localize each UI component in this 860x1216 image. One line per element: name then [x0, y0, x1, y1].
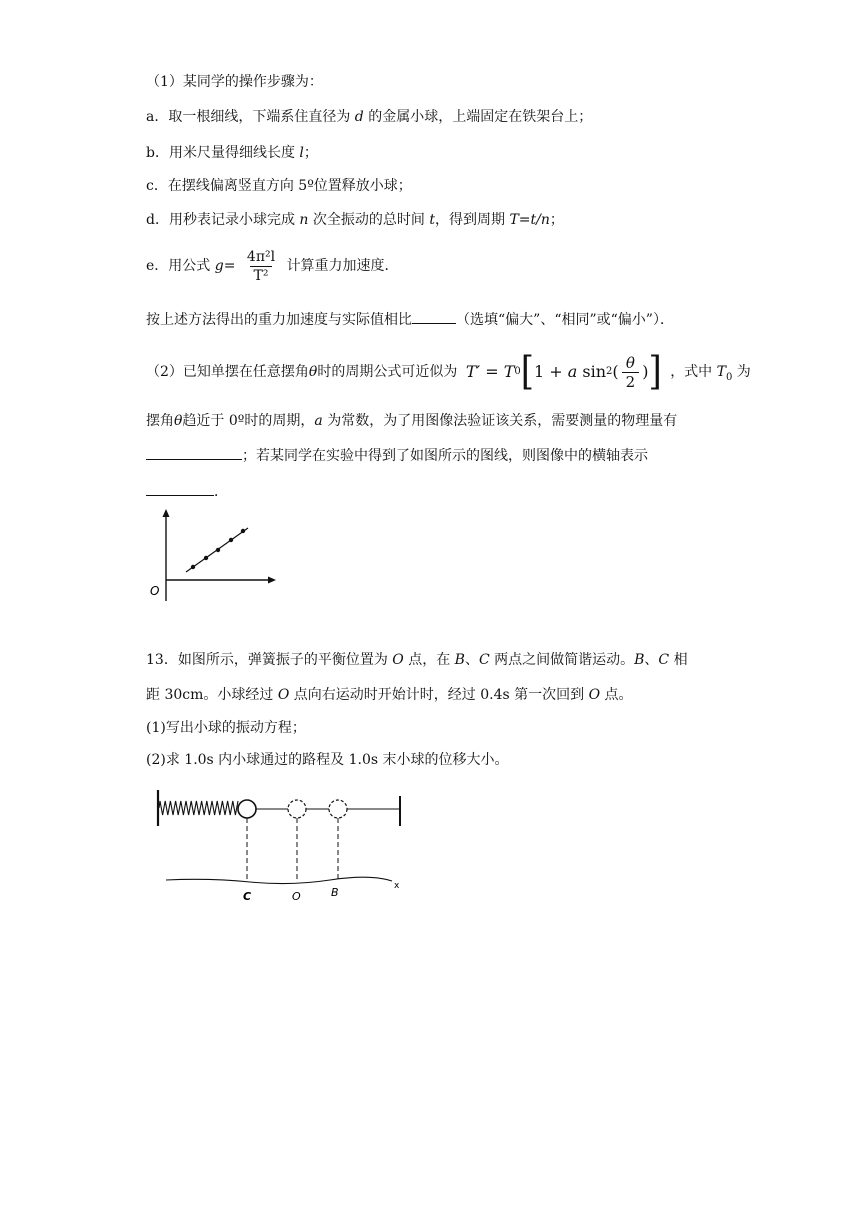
label-c: C — [243, 890, 252, 903]
ball-b — [329, 800, 347, 818]
step-a: a．取一根细线，下端系住直径为 d 的金属小球，上端固定在铁架台上； — [146, 109, 593, 125]
g-formula-fraction: $\frac{\text{4π²l}}{\text{T²}}$ — [246, 248, 276, 284]
label-b: B — [331, 886, 339, 899]
linear-graph — [142, 505, 282, 610]
part2-line2: 摆角θ趋近于 0º时的周期，a 为常数，为了用图像法验证该关系，需要测量的物理量有 — [146, 413, 678, 429]
part1-question: 按上述方法得出的重力加速度与实际值相比 （选填“偏大”、“相同”或“偏小”）． — [146, 309, 674, 330]
label-x: x — [394, 881, 400, 891]
answer-blank-2[interactable] — [146, 445, 242, 460]
spring — [159, 800, 238, 816]
step-d: d．用秒表记录小球完成 n 次全振动的总时间 t，得到周期 T=t/n； — [146, 212, 564, 228]
ball-c — [238, 800, 256, 818]
q13-line1: 13．如图所示，弹簧振子的平衡位置为 O 点，在 B、C 两点之间做简谐运动。B、C 相 — [146, 652, 688, 668]
step-b: b．用米尺量得细线长度 l； — [146, 145, 318, 161]
spring-oscillator-figure — [150, 782, 410, 906]
graph-origin-label: O — [150, 584, 160, 598]
period-formula: T′ = T 0 [ 1 + a sin 2 ( $\frac{\theta}{2}$ ) ] — [465, 349, 662, 395]
step-c: c．在摆线偏离竖直方向 5º位置释放小球； — [146, 178, 412, 194]
part2-line3: ；若某同学在实验中得到了如图所示的图线，则图像中的横轴表示 — [146, 445, 648, 466]
q13-sub1: (1)写出小球的振动方程； — [146, 720, 306, 736]
q13-sub2: (2)求 1.0s 内小球通过的路程及 1.0s 末小球的位移大小。 — [146, 752, 509, 768]
answer-blank-3[interactable] — [146, 481, 214, 496]
part1-intro: （1）某同学的操作步骤为： — [146, 74, 323, 90]
ball-o — [288, 800, 306, 818]
label-o: O — [292, 890, 301, 903]
q13-line2: 距 30cm。小球经过 O 点向右运动时开始计时，经过 0.4s 第一次回到 O 点。 — [146, 687, 633, 703]
answer-blank-1[interactable] — [412, 309, 456, 324]
step-e: e．用公式 g= $\frac{\text{4π²l}}{\text{T²}}$ 计算重力加速度． — [146, 248, 399, 284]
part2-line1: （2）已知单摆在任意摆角θ时的周期公式可近似为 T′ = T 0 [ 1 + a sin 2 ( $\frac{\theta}{2}$ ) ] ，式中 $T_0$ 为 — [146, 349, 751, 395]
part2-line4: ． — [146, 481, 228, 502]
